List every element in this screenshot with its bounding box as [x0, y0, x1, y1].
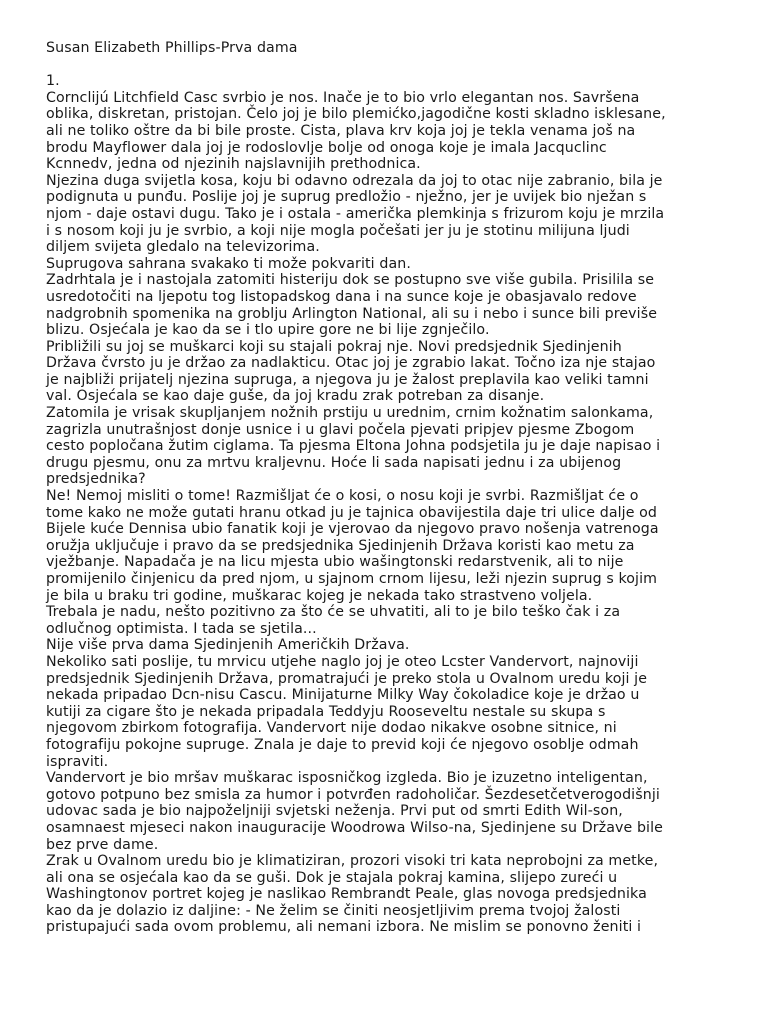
text-line: njom - daje ostavi dugu. Tako je i ostala - američka plemkinja s frizurom koju je mrzila: [46, 205, 665, 222]
text-line: fotografiju pokojne supruge. Znala je daje to previd koji će njegovo osoblje odmah: [46, 736, 639, 753]
document-page: [46, 40, 736, 936]
text-line: Kcnnedv, jedna od njezinih najslavnijih prethodnica.: [46, 156, 421, 173]
text-line: Nekoliko sati poslije, tu mrvicu utjehe naglo joj je oteo Lcster Vandervort, najnoviji: [46, 653, 639, 670]
paragraph: [46, 256, 736, 273]
text-line: nekada pripadao Dcn-nisu Cascu. Minijaturne Milky Way čokoladice koje je držao u: [46, 687, 640, 704]
paragraph: [46, 654, 736, 770]
text-line: i s nosom koji ju je svrbio, a koji nije mogla počešati jer ju je stotinu milijuna ljudi: [46, 222, 630, 239]
text-line: odlučnog optimista. I tada se sjetila...: [46, 620, 317, 637]
text-line: ali ne toliko oštre da bi bile proste. Cista, plava krv koja joj je tekla venama još na: [46, 122, 636, 139]
text-line: njegovom zbirkom fotografija. Vandervort nije dodao nikakve osobne sitnice, ni: [46, 720, 617, 737]
text-line: vježbanje. Napadača je na licu mjesta ubio wašingtonski redarstvenik, ali to nije: [46, 554, 624, 571]
text-line: usredotočiti na ljepotu tog listopadskog dana i na sunce koje je obasjavalo redove: [46, 288, 637, 305]
text-line: Trebala je nadu, nešto pozitivno za što će se uhvatiti, ali to je bilo teško čak i za: [46, 604, 621, 621]
text-line: Ne! Nemoj misliti o tome! Razmišljat će o kosi, o nosu koji je svrbi. Razmišljat će o: [46, 488, 639, 505]
text-line: podignuta u punđu. Poslije joj je suprug predložio - nježno, jer je uvijek bio nježan s: [46, 189, 647, 206]
text-line: udovac sada je bio najpoželjniji svjetski neženja. Prvi put od smrti Edith Wil-son,: [46, 803, 623, 820]
text-line: bez prve dame.: [46, 836, 159, 853]
body-text: [46, 90, 736, 936]
text-line: cesto popločana žutim ciglama. Ta pjesma Eltona Johna podsjetila ju je daje napisao i: [46, 438, 661, 455]
text-line: Približili su joj se muškarci koji su stajali pokraj nje. Novi predsjednik Sjedinjenih: [46, 338, 622, 355]
text-line: Nije više prva dama Sjedinjenih Američkih Država.: [46, 637, 410, 654]
text-line: Zatomila je vrisak skupljanjem nožnih prstiju u urednim, crnim kožnatim salonkama,: [46, 405, 654, 422]
text-line: predsjednik Sjedinjenih Država, promatrajući je preko stola u Ovalnom uredu koji je: [46, 670, 648, 687]
text-line: Washingtonov portret kojeg je naslikao Rembrandt Peale, glas novoga predsjednika: [46, 886, 647, 903]
text-line: drugu pjesmu, onu za mrtvu kraljevnu. Hoće li sada napisati jednu i za ubijenog: [46, 454, 622, 471]
paragraph: [46, 272, 736, 338]
text-line: je bila u braku tri godine, muškarac kojeg je nekada tako strastveno voljela.: [46, 587, 593, 604]
text-line: osamnaest mjeseci nakon inauguracije Woodrowa Wilso-na, Sjedinjene su Države bile: [46, 819, 663, 836]
paragraph: [46, 405, 736, 488]
paragraph: [46, 90, 736, 173]
text-line: zagrizla unutrašnjost donje usnice i u glavi počela pjevati pripjev pjesme Zbogom: [46, 421, 635, 438]
text-line: val. Osjećala se kao daje guše, da joj kradu zrak potreban za disanje.: [46, 388, 545, 405]
text-line: nadgrobnih spomenika na groblju Arlington National, ali su i nebo i sunce bili previše: [46, 305, 658, 322]
paragraph: [46, 488, 736, 604]
text-line: je najbliži prijatelj njezina supruga, a njegova ju je žalost preplavila kao veliki tamni: [46, 371, 649, 388]
text-line: kao da je dolazio iz daljine: - Ne želim se činiti neosjetljivim prema tvojoj žalosti: [46, 902, 621, 919]
text-line: gotovo potpuno bez smisla za humor i potvrđen radoholičar. Šezdesetčetverogodišnji: [46, 786, 660, 803]
text-line: kutiji za cigare što je nekada pripadala Teddyju Rooseveltu nestale su skupa s: [46, 703, 606, 720]
text-line: Vandervort je bio mršav muškarac isposničkog izgleda. Bio je izuzetno inteligentan,: [46, 770, 648, 787]
text-line: Bijele kuće Dennisa ubio fanatik koji je vjerovao da njegovo pravo nošenja vatrenoga: [46, 521, 659, 538]
text-line: brodu Mayflower dala joj je rodoslovlje bolje od onoga koje je imala Jacquclinc: [46, 139, 607, 156]
paragraph: [46, 637, 736, 654]
text-line: Zrak u Ovalnom uredu bio je klimatiziran, prozori visoki tri kata neprobojni za metke,: [46, 853, 659, 870]
text-line: promijenilo činjenicu da pred njom, u sjajnom crnom lijesu, leži njezin suprug s kojim: [46, 571, 658, 587]
paragraph: [46, 173, 736, 256]
text-line: oružja uključuje i pravo da se predsjednika Sjedinjenih Država koristi kao metu za: [46, 537, 635, 554]
paragraph: [46, 770, 736, 853]
text-line: tome kako ne može gutati hranu otkad ju je tajnica obavijestila daje tri ulice dalje od: [46, 504, 658, 521]
paragraph: [46, 604, 736, 637]
text-line: predsjednika?: [46, 471, 146, 488]
text-line: Država čvrsto ju je držao za nadlakticu. Otac joj je zgrabio lakat. Točno iza nje stajao: [46, 355, 656, 372]
text-line: Suprugova sahrana svakako ti može pokvariti dan.: [46, 255, 411, 272]
blank-line: [46, 57, 736, 74]
text-line: Zadrhtala je i nastojala zatomiti histeriju dok se postupno sve više gubila. Prisilila se: [46, 272, 655, 289]
text-line: diljem svijeta gledalo na televizorima.: [46, 239, 320, 256]
text-line: Njezina duga svijetla kosa, koju bi odavno odrezala da joj to otac nije zabranio, bila je: [46, 172, 663, 189]
paragraph: [46, 339, 736, 405]
text-line: Cornclijú Litchfield Casc svrbio je nos. Inače je to bio vrlo elegantan nos. Savršena: [46, 89, 640, 106]
text-line: ispraviti.: [46, 753, 109, 770]
document-title: Susan Elizabeth Phillips-Prva dama: [46, 40, 298, 56]
paragraph: [46, 853, 736, 936]
text-line: pristupajući sada ovom problemu, ali nemani izbora. Ne mislim se ponovno ženiti i: [46, 919, 642, 936]
text-line: blizu. Osjećala je kao da se i tlo upire gore ne bi lije zgnječilo.: [46, 322, 490, 339]
text-line: ali ona se osjećala kao da se guši. Dok je stajala pokraj kamina, slijepo zureći u: [46, 869, 618, 886]
text-line: oblika, diskretan, pristojan. Čelo joj je bilo plemićko,jagodične kosti skladno isklesane,: [46, 106, 666, 123]
chapter-number: 1.: [46, 73, 60, 90]
